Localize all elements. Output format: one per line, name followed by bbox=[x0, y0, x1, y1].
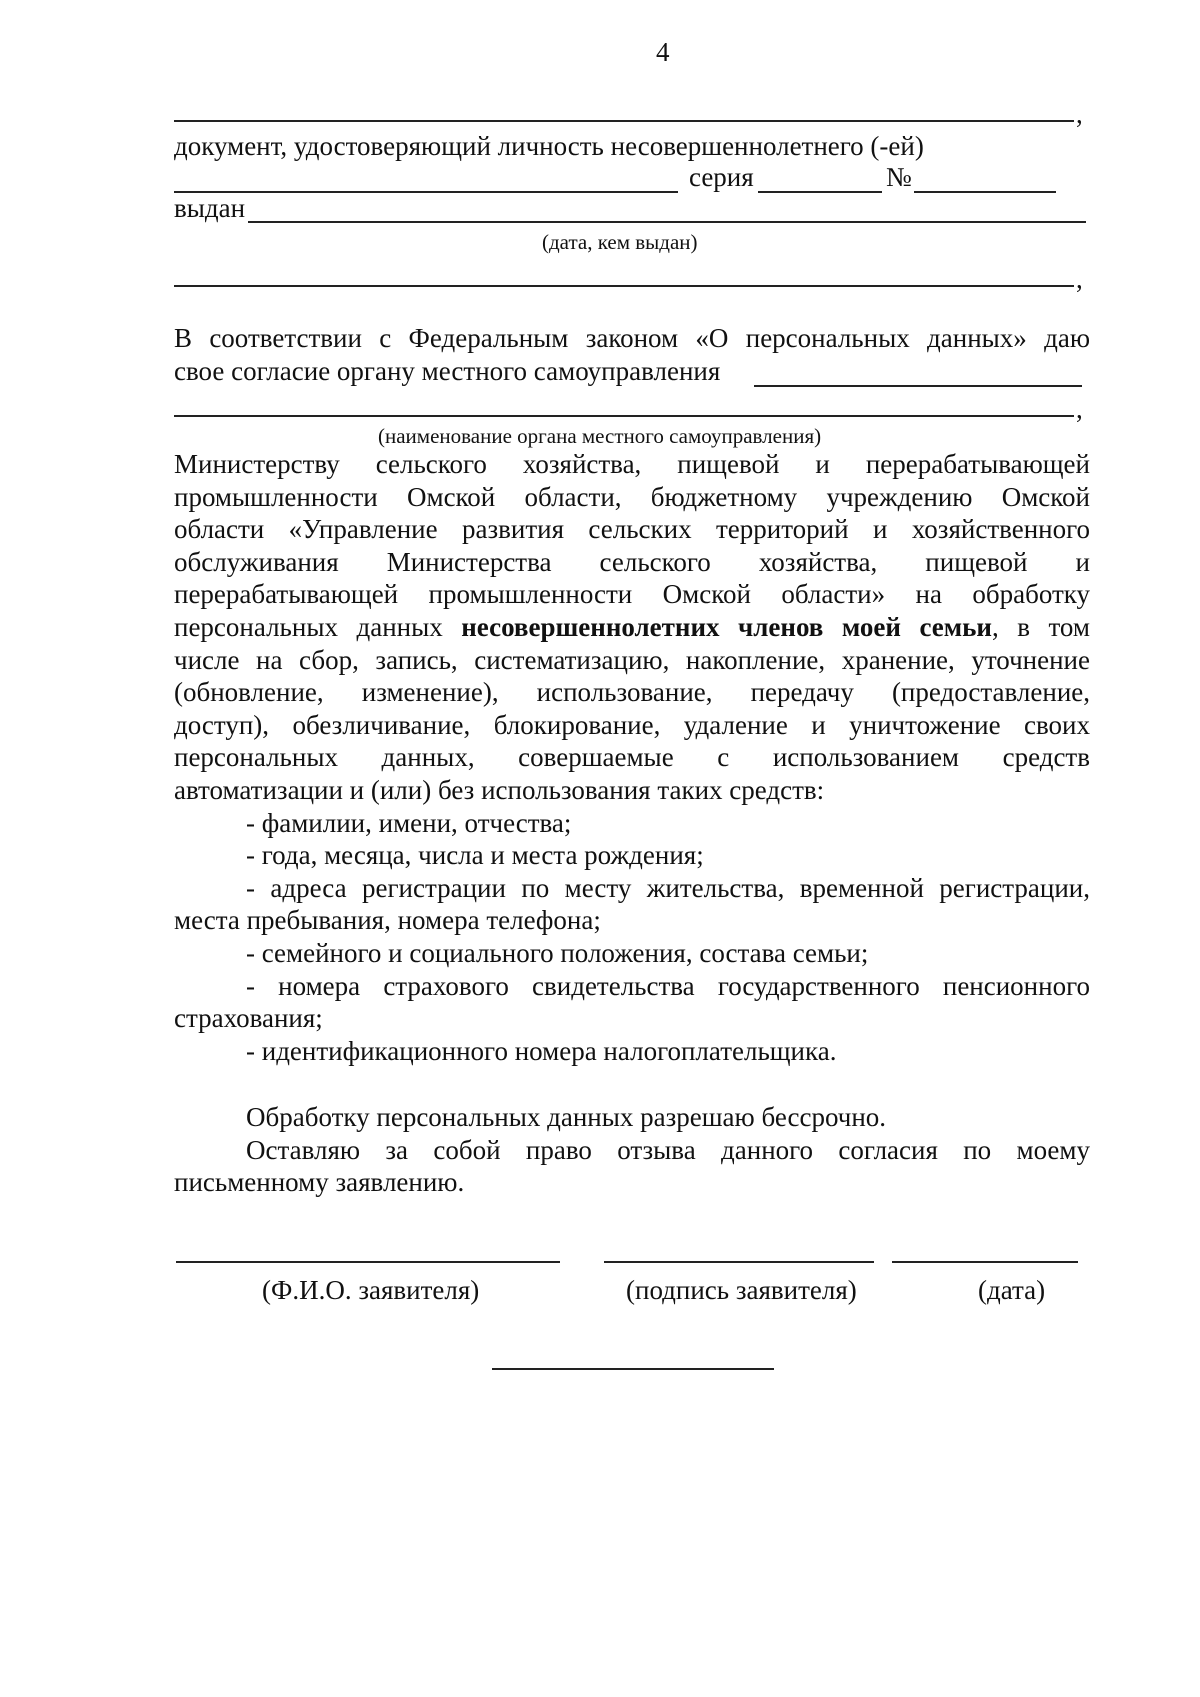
consent-text-line: (обновление, изменение), использование, передачу (предоставление, bbox=[174, 677, 1090, 708]
issued-label: выдан bbox=[174, 193, 246, 223]
consent-line-2: свое согласие органу местного самоуправления bbox=[174, 356, 721, 386]
org-field-1[interactable] bbox=[754, 385, 1082, 387]
org-hint: (наименование органа местного самоуправления) bbox=[378, 424, 822, 448]
consent-text-line: перерабатывающей промышленности Омской области» на обработку bbox=[174, 579, 1090, 610]
comma-1: , bbox=[1076, 99, 1083, 129]
date-field[interactable] bbox=[892, 1261, 1078, 1263]
consent-text-line: промышленности Омской области, бюджетному учреждению Омской bbox=[174, 481, 1090, 512]
blank-line-2[interactable] bbox=[174, 285, 1074, 287]
signature-label: (подпись заявителя) bbox=[626, 1275, 857, 1305]
consent-text-line: персональных данных, совершаемые с использованием средств bbox=[174, 742, 1090, 773]
id-document-field[interactable] bbox=[174, 191, 678, 193]
list-item-inn: - идентификационного номера налогоплательщика. bbox=[246, 1035, 837, 1066]
consent-text-segment: персональных данных bbox=[174, 611, 462, 642]
consent-text-line: Министерству сельского хозяйства, пищевой и перерабатывающей bbox=[174, 449, 1090, 479]
signature-field[interactable] bbox=[604, 1261, 874, 1263]
page-number: 4 bbox=[656, 37, 670, 67]
consent-line-1: В соответствии с Федеральным законом «О персональных данных» даю bbox=[174, 323, 1090, 353]
list-item-family: - семейного и социального положения, состава семьи; bbox=[246, 937, 869, 968]
consent-text-line: автоматизации и (или) без использования таких средств: bbox=[174, 774, 825, 805]
closing-indefinite: Обработку персональных данных разрешаю бессрочно. bbox=[246, 1102, 887, 1132]
consent-text-segment: , в том bbox=[991, 611, 1091, 642]
list-item-birth: - года, месяца, числа и места рождения; bbox=[246, 840, 704, 871]
comma-3: , bbox=[1076, 394, 1083, 424]
issued-field[interactable] bbox=[248, 221, 1086, 223]
list-item-name: - фамилии, имени, отчества; bbox=[246, 807, 572, 838]
consent-paragraph bbox=[174, 448, 1090, 1067]
list-item-snils-cont: страхования; bbox=[174, 1003, 323, 1034]
fio-field[interactable] bbox=[176, 1261, 560, 1263]
end-divider bbox=[492, 1368, 774, 1370]
series-label: серия bbox=[689, 162, 754, 192]
consent-text-line-bold bbox=[174, 611, 1090, 644]
list-item-snils: - номера страхового свидетельства государственного пенсионного bbox=[246, 970, 1090, 1001]
blank-line-1[interactable] bbox=[174, 120, 1074, 122]
issued-hint: (дата, кем выдан) bbox=[542, 230, 698, 254]
consent-text-line: доступ), обезличивание, блокирование, удаление и уничтожение своих bbox=[174, 709, 1090, 740]
date-label: (дата) bbox=[978, 1275, 1046, 1305]
list-item-address: - адреса регистрации по месту жительства, временной регистрации, bbox=[246, 872, 1090, 903]
list-item-address-cont: места пребывания, номера телефона; bbox=[174, 905, 601, 936]
consent-text-line: области «Управление развития сельских территорий и хозяйственного bbox=[174, 514, 1090, 545]
fio-label: (Ф.И.О. заявителя) bbox=[262, 1275, 480, 1305]
closing-revoke-cont: письменному заявлению. bbox=[174, 1167, 465, 1197]
consent-text-line: обслуживания Министерства сельского хозяйства, пищевой и bbox=[174, 546, 1090, 577]
series-field[interactable] bbox=[758, 191, 882, 193]
minor-family-members-bold: несовершеннолетних членов моей семьи bbox=[461, 611, 992, 642]
number-field[interactable] bbox=[914, 191, 1056, 193]
id-document-label: документ, удостоверяющий личность несовершеннолетнего (-ей) bbox=[174, 131, 924, 161]
comma-2: , bbox=[1076, 264, 1083, 294]
closing-revoke-line: Оставляю за собой право отзыва данного согласия по моему bbox=[246, 1135, 1090, 1165]
org-field-2[interactable] bbox=[174, 415, 1074, 417]
consent-text-line: числе на сбор, запись, систематизацию, накопление, хранение, уточнение bbox=[174, 644, 1090, 675]
number-label: № bbox=[886, 162, 912, 192]
